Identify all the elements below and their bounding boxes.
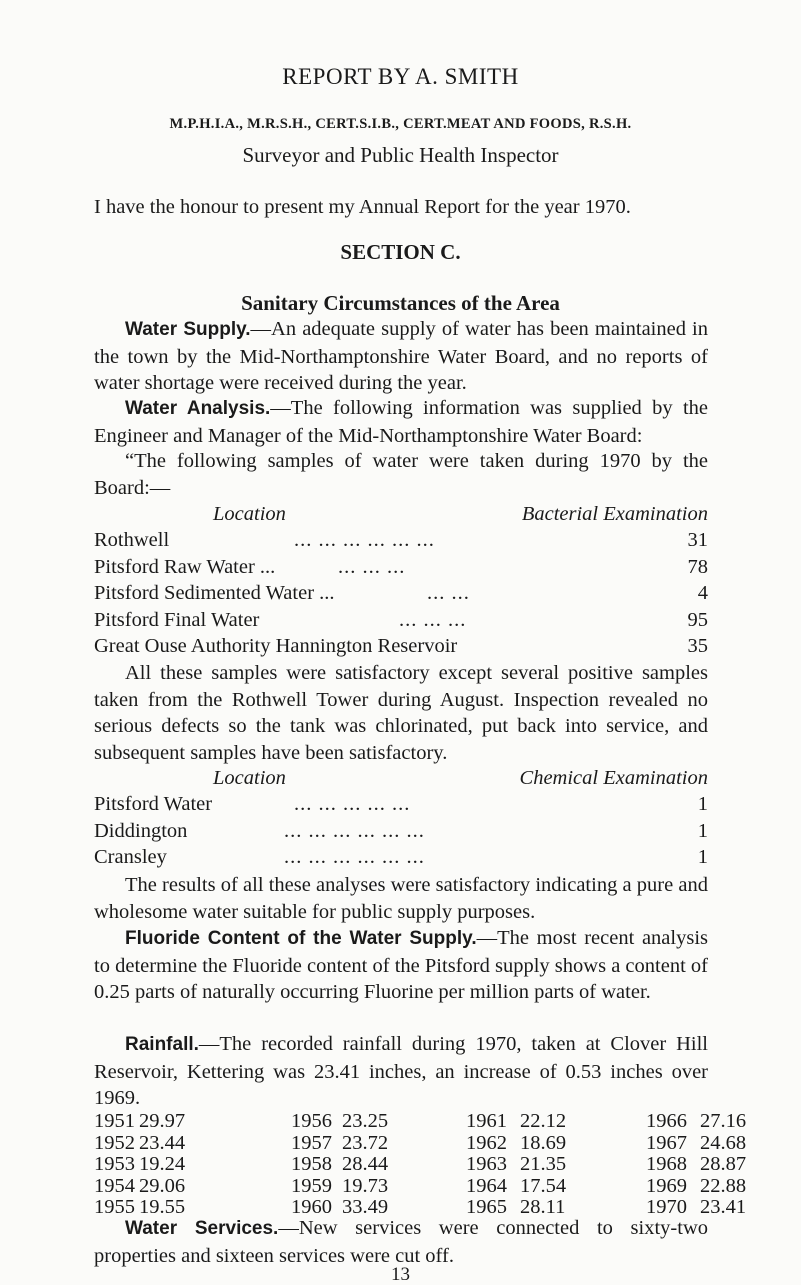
fluoride-paragraph xyxy=(94,925,708,1006)
rainfall-inches: 19.73 xyxy=(342,1174,389,1197)
fluoride-heading: Fluoride Content of the Water Supply. xyxy=(125,928,477,949)
water-analysis-text: —The following information was supplied by the Engineer and Manager of the Mid-Northamptonshire Water Board: xyxy=(94,397,708,447)
rainfall-inches: 21.35 xyxy=(520,1153,567,1175)
rainfall-year: 1967 xyxy=(646,1131,687,1154)
rainfall-inches: 23.44 xyxy=(139,1131,186,1154)
water-services-paragraph xyxy=(94,1215,708,1269)
intro-paragraph: I have the honour to present my Annual Report for the year 1970. xyxy=(94,196,631,218)
bacterial-col-location: Location xyxy=(213,503,286,525)
bacterial-note: All these samples were satisfactory except several positive samples taken from the Rothwell Tower during August. Inspection revealed no serious defects so the tank was chlorinated, put back into service, and subsequent samples have been satisfactory. xyxy=(94,662,708,764)
rainfall-year: 1964 xyxy=(466,1174,507,1197)
rainfall-year: 1956 xyxy=(291,1110,332,1132)
row-location: Pitsford Sedimented Water ... xyxy=(94,582,335,604)
rainfall-year: 1969 xyxy=(646,1174,687,1197)
fluoride-text: —The most recent analysis to determine the Fluoride content of the Pitsford supply shows a content of 0.25 parts of naturally occurring Fluorine per million parts of water. xyxy=(94,927,708,1003)
row-leader-dots: ... ... ... xyxy=(399,608,467,631)
rainfall-year: 1955 xyxy=(94,1196,135,1218)
row-location: Pitsford Water xyxy=(94,793,213,815)
table-row xyxy=(94,609,708,633)
row-location: Cransley xyxy=(94,846,167,868)
row-value: 35 xyxy=(687,635,708,657)
chemical-note: The results of all these analyses were satisfactory indicating a pure and wholesome water suitable for public supply purposes. xyxy=(94,874,708,923)
rainfall-inches: 33.49 xyxy=(342,1196,389,1218)
board-quote: “The following samples of water were taken during 1970 by the Board:— xyxy=(94,450,708,499)
table-row xyxy=(94,846,708,870)
water-services-heading: Water Services. xyxy=(125,1218,279,1239)
row-leader-dots: ... ... ... xyxy=(338,555,406,578)
role: Surveyor and Public Health Inspector xyxy=(242,143,559,167)
row-value: 4 xyxy=(697,582,708,604)
rainfall-year: 1954 xyxy=(94,1174,135,1197)
rainfall-inches: 23.41 xyxy=(700,1196,747,1218)
bacterial-table-header xyxy=(94,503,708,527)
rainfall-inches: 28.44 xyxy=(342,1153,389,1175)
row-leader-dots: ... ... ... ... ... xyxy=(294,793,411,815)
water-services-text: —New services were connected to sixty-two properties and sixteen services were cut off. xyxy=(94,1217,708,1267)
row-location: Diddington xyxy=(94,819,188,842)
section-title: SECTION C. xyxy=(340,240,461,264)
table-row xyxy=(94,582,708,606)
rainfall-year: 1960 xyxy=(291,1196,332,1218)
section-subtitle: Sanitary Circumstances of the Area xyxy=(241,291,560,315)
rainfall-year: 1957 xyxy=(291,1131,332,1154)
rainfall-year: 1959 xyxy=(291,1174,332,1197)
bacterial-col-value: Bacterial Examination xyxy=(521,503,708,525)
rainfall-heading: Rainfall. xyxy=(125,1034,199,1055)
row-value: 78 xyxy=(687,555,708,578)
page-number: 13 xyxy=(391,1264,410,1284)
row-leader-dots: ... ... ... ... ... ... xyxy=(284,819,425,842)
qualifications: M.P.H.I.A., M.R.S.H., CERT.S.I.B., CERT.MEAT AND FOODS, R.S.H. xyxy=(169,116,632,132)
row-location: Great Ouse Authority Hannington Reservoir xyxy=(94,635,458,657)
rainfall-year: 1958 xyxy=(291,1153,332,1175)
row-value: 1 xyxy=(697,846,708,868)
table-row xyxy=(94,793,708,817)
rainfall-text: —The recorded rainfall during 1970, taken at Clover Hill Reservoir, Kettering was 23.41 inches, an increase of 0.53 inches over 1969. xyxy=(94,1033,708,1109)
water-supply-text: —An adequate supply of water has been maintained in the town by the Mid-Northamptonshire Water Board, and no reports of water shortage were received during the year. xyxy=(94,318,709,394)
row-value: 31 xyxy=(687,529,708,551)
rainfall-year: 1961 xyxy=(466,1110,507,1132)
rainfall-inches: 29.97 xyxy=(139,1110,186,1132)
row-value: 1 xyxy=(697,793,708,815)
row-value: 95 xyxy=(687,608,708,631)
rainfall-inches: 17.54 xyxy=(520,1174,567,1197)
rainfall-inches: 23.25 xyxy=(342,1110,389,1132)
rainfall-year: 1962 xyxy=(466,1131,507,1154)
row-location: Rothwell xyxy=(94,529,170,551)
rainfall-inches: 22.88 xyxy=(700,1174,747,1197)
rainfall-inches: 19.55 xyxy=(139,1196,186,1218)
water-supply-heading: Water Supply. xyxy=(125,319,251,340)
table-row xyxy=(94,529,708,553)
row-leader-dots: ... ... xyxy=(427,582,470,604)
rainfall-year: 1970 xyxy=(646,1196,687,1218)
rainfall-paragraph xyxy=(94,1031,708,1112)
rainfall-year: 1952 xyxy=(94,1131,135,1154)
rainfall-inches: 22.12 xyxy=(520,1110,567,1132)
rainfall-year: 1965 xyxy=(466,1196,507,1218)
rainfall-inches: 28.87 xyxy=(700,1153,747,1175)
rainfall-inches: 28.11 xyxy=(520,1196,566,1218)
rainfall-inches: 29.06 xyxy=(139,1174,186,1197)
rainfall-year: 1968 xyxy=(646,1153,687,1175)
table-row xyxy=(94,635,708,659)
chemical-col-location: Location xyxy=(213,767,286,789)
row-location: Pitsford Raw Water ... xyxy=(94,555,276,578)
rainfall-inches: 23.72 xyxy=(342,1131,389,1154)
rainfall-inches: 19.24 xyxy=(139,1153,186,1175)
chemical-col-value: Chemical Examination xyxy=(519,767,708,789)
rainfall-year: 1963 xyxy=(466,1153,507,1175)
water-analysis-paragraph xyxy=(94,395,708,449)
rainfall-inches: 27.16 xyxy=(700,1110,747,1132)
rainfall-inches: 18.69 xyxy=(520,1131,567,1154)
row-leader-dots: ... ... ... ... ... ... xyxy=(294,529,435,551)
rainfall-year: 1966 xyxy=(646,1110,687,1132)
chemical-table-header xyxy=(94,767,708,791)
row-value: 1 xyxy=(697,819,708,842)
table-row xyxy=(94,820,708,844)
row-leader-dots: ... ... ... ... ... ... xyxy=(284,846,425,868)
rainfall-year: 1953 xyxy=(94,1153,135,1175)
report-title: REPORT BY A. SMITH xyxy=(282,64,519,89)
rainfall-year: 1951 xyxy=(94,1110,135,1132)
rainfall-inches: 24.68 xyxy=(700,1131,747,1154)
water-analysis-heading: Water Analysis. xyxy=(125,398,271,419)
table-row xyxy=(94,556,708,580)
water-supply-paragraph xyxy=(94,316,708,397)
row-location: Pitsford Final Water xyxy=(94,608,260,631)
